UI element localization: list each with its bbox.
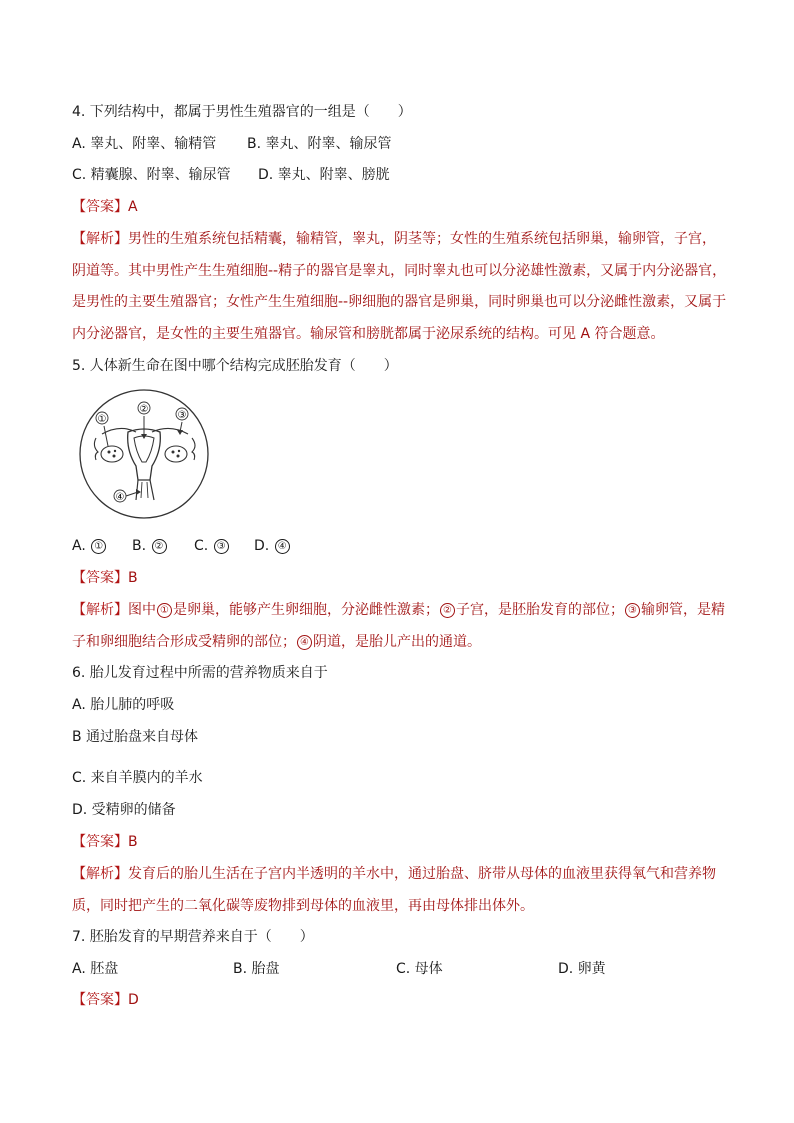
circled-number: ①	[157, 603, 172, 618]
q6-analysis-line-1	[72, 864, 716, 884]
q6-answer	[72, 832, 138, 852]
q5-option-b	[132, 536, 168, 556]
q7-answer	[72, 990, 139, 1010]
diagram-label-1: ①	[97, 414, 107, 425]
analysis-text: 阴道，是胎儿产出的通道。	[313, 634, 481, 650]
q4-option-a: A. 睾丸、附睾、输精管	[72, 136, 217, 152]
analysis-tag: 【解析】	[72, 602, 128, 618]
vagina	[136, 480, 154, 500]
q6-option-b: B 通过胎盘来自母体	[72, 729, 199, 745]
diagram-label-4: ④	[115, 492, 125, 503]
diagram-label-2: ②	[139, 404, 149, 415]
option-letter: C.	[194, 538, 209, 554]
q4-analysis-line-2: 阴道等。其中男性产生生殖细胞--精子的器官是睾丸，同时睾丸也可以分泌雄性激素，又属于内分泌器官，	[72, 263, 727, 279]
analysis-text: 子和卵细胞结合形成受精卵的部位；	[72, 634, 296, 650]
q6-stem: 6. 胎儿发育过程中所需的营养物质来自于	[72, 665, 328, 681]
q5-option-c	[194, 536, 230, 556]
option-letter: A.	[72, 538, 86, 554]
circled-number: ②	[152, 539, 167, 554]
q4-analysis-line-4: 内分泌器官，是女性的主要生殖器官。输尿管和膀胱都属于泌尿系统的结构。可见 A 符合题意。	[72, 326, 665, 342]
answer-tag: 【答案】	[72, 992, 128, 1008]
circled-number: ③	[625, 603, 640, 618]
q7-option-a: A. 胚盘	[72, 961, 119, 977]
q4-option-d: D. 睾丸、附睾、膀胱	[258, 167, 390, 183]
circled-number: ③	[214, 539, 229, 554]
analysis-text: 输卵管，是精	[641, 602, 725, 618]
answer-value: A	[128, 199, 138, 215]
answer-value: D	[128, 992, 139, 1008]
female-reproductive-diagram	[74, 388, 214, 520]
q6-option-c: C. 来自羊膜内的羊水	[72, 770, 203, 786]
q4-option-c: C. 精囊腺、附睾、输尿管	[72, 167, 231, 183]
q6-option-a: A. 胎儿肺的呼吸	[72, 697, 175, 713]
analysis-text: 发育后的胎儿生活在子宫内半透明的羊水中，通过胎盘、脐带从母体的血液里获得氧气和营养物	[128, 866, 716, 882]
q4-stem: 4. 下列结构中，都属于男性生殖器官的一组是（ ）	[72, 104, 412, 120]
option-letter: B.	[132, 538, 147, 554]
circled-number: ①	[91, 539, 106, 554]
diagram-label-3: ③	[177, 410, 187, 421]
q5-analysis-line-2	[72, 632, 481, 652]
circled-number: ④	[297, 635, 312, 650]
q7-stem: 7. 胚胎发育的早期营养来自于（ ）	[72, 929, 314, 945]
right-ovary	[165, 446, 187, 462]
circled-number: ②	[440, 603, 455, 618]
analysis-text: 是卵巢，能够产生卵细胞，分泌雌性激素；	[173, 602, 439, 618]
analysis-tag: 【解析】	[72, 231, 128, 247]
q5-option-d	[254, 536, 291, 556]
analysis-text: 男性的生殖系统包括精囊，输精管，睾丸，阴茎等；女性的生殖系统包括卵巢，输卵管，子宫，	[128, 231, 716, 247]
answer-tag: 【答案】	[72, 570, 128, 586]
q7-option-b: B. 胎盘	[233, 961, 280, 977]
answer-value: B	[128, 570, 138, 586]
q4-answer	[72, 197, 138, 217]
q5-stem: 5. 人体新生命在图中哪个结构完成胚胎发育（ ）	[72, 358, 398, 374]
option-letter: D.	[254, 538, 270, 554]
q4-analysis-line-1	[72, 229, 716, 249]
circled-number: ④	[275, 539, 290, 554]
q6-analysis-line-2: 质，同时把产生的二氧化碳等废物排到母体的血液里，再由母体排出体外。	[72, 898, 534, 914]
q4-option-b: B. 睾丸、附睾、输尿管	[247, 136, 392, 152]
analysis-text: 子宫，是胚胎发育的部位；	[456, 602, 624, 618]
analysis-text: 图中	[128, 602, 156, 618]
q4-analysis-line-3: 是男性的主要生殖器官；女性产生生殖细胞--卵细胞的器官是卵巢，同时卵巢也可以分泌雌性激素，又属于	[72, 294, 727, 310]
answer-value: B	[128, 834, 138, 850]
analysis-tag: 【解析】	[72, 866, 128, 882]
q5-option-a	[72, 536, 107, 556]
answer-tag: 【答案】	[72, 199, 128, 215]
q6-option-d: D. 受精卵的储备	[72, 802, 176, 818]
q5-analysis-line-1	[72, 600, 725, 620]
left-ovary	[101, 446, 123, 462]
q5-answer	[72, 568, 138, 588]
answer-tag: 【答案】	[72, 834, 128, 850]
q7-option-d: D. 卵黄	[558, 961, 606, 977]
q7-option-c: C. 母体	[396, 961, 443, 977]
